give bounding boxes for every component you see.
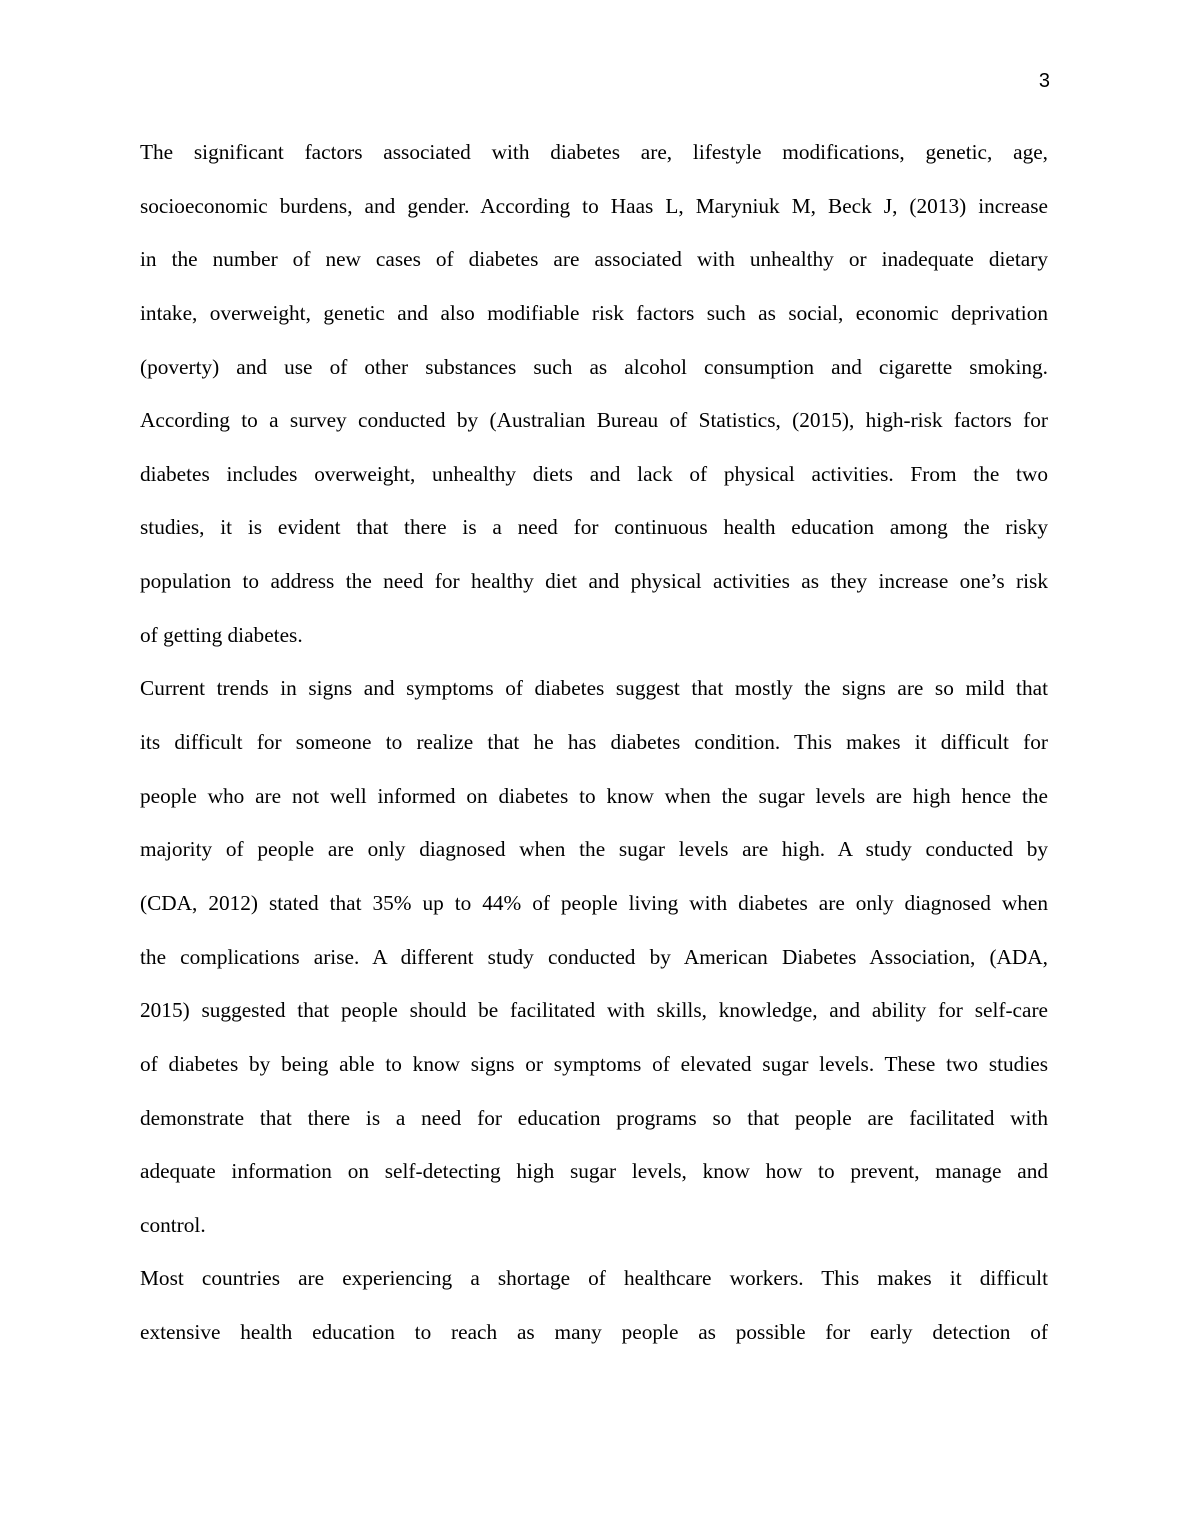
text-line: According to a survey conducted by (Australian Bureau of Statistics, (2015), high-risk factors for bbox=[140, 408, 1048, 433]
text-line: extensive health education to reach as many people as possible for early detection of bbox=[140, 1320, 1048, 1345]
text-line: studies, it is evident that there is a need for continuous health education among the risky bbox=[140, 515, 1048, 540]
text-line: diabetes includes overweight, unhealthy diets and lack of physical activities. From the two bbox=[140, 461, 1048, 486]
text-line: Current trends in signs and symptoms of diabetes suggest that mostly the signs are so mild that bbox=[140, 676, 1048, 701]
text-line: demonstrate that there is a need for education programs so that people are facilitated with bbox=[140, 1105, 1048, 1130]
text-line: the complications arise. A different study conducted by American Diabetes Association, (ADA, bbox=[140, 944, 1048, 969]
paragraph bbox=[140, 1252, 1048, 1359]
text-line: (poverty) and use of other substances such as alcohol consumption and cigarette smoking. bbox=[140, 354, 1048, 379]
text-line: socioeconomic burdens, and gender. According to Haas L, Maryniuk M, Beck J, (2013) increase bbox=[140, 193, 1048, 218]
text-line: control. bbox=[140, 1212, 206, 1237]
document-body bbox=[140, 126, 1048, 1360]
text-line: people who are not well informed on diabetes to know when the sugar levels are high hence the bbox=[140, 783, 1048, 808]
page-number: 3 bbox=[1038, 70, 1050, 92]
text-line: adequate information on self-detecting high sugar levels, know how to prevent, manage and bbox=[140, 1159, 1048, 1184]
text-line: population to address the need for healthy diet and physical activities as they increase one’s risk bbox=[140, 569, 1048, 594]
text-line: Most countries are experiencing a shortage of healthcare workers. This makes it difficult bbox=[140, 1266, 1048, 1291]
text-line: intake, overweight, genetic and also modifiable risk factors such as social, economic deprivation bbox=[140, 300, 1048, 325]
text-line: in the number of new cases of diabetes are associated with unhealthy or inadequate dietary bbox=[140, 247, 1048, 272]
text-line: 2015) suggested that people should be facilitated with skills, knowledge, and ability for self-care bbox=[140, 998, 1048, 1023]
text-line: (CDA, 2012) stated that 35% up to 44% of people living with diabetes are only diagnosed when bbox=[140, 890, 1048, 915]
paragraph bbox=[140, 126, 1048, 662]
text-line: of diabetes by being able to know signs or symptoms of elevated sugar levels. These two studies bbox=[140, 1051, 1048, 1076]
paragraph bbox=[140, 662, 1048, 1252]
text-line: of getting diabetes. bbox=[140, 622, 303, 647]
text-line: majority of people are only diagnosed when the sugar levels are high. A study conducted by bbox=[140, 837, 1048, 862]
text-line: its difficult for someone to realize that he has diabetes condition. This makes it difficult for bbox=[140, 730, 1048, 755]
text-line: The significant factors associated with diabetes are, lifestyle modifications, genetic, age, bbox=[140, 140, 1048, 164]
